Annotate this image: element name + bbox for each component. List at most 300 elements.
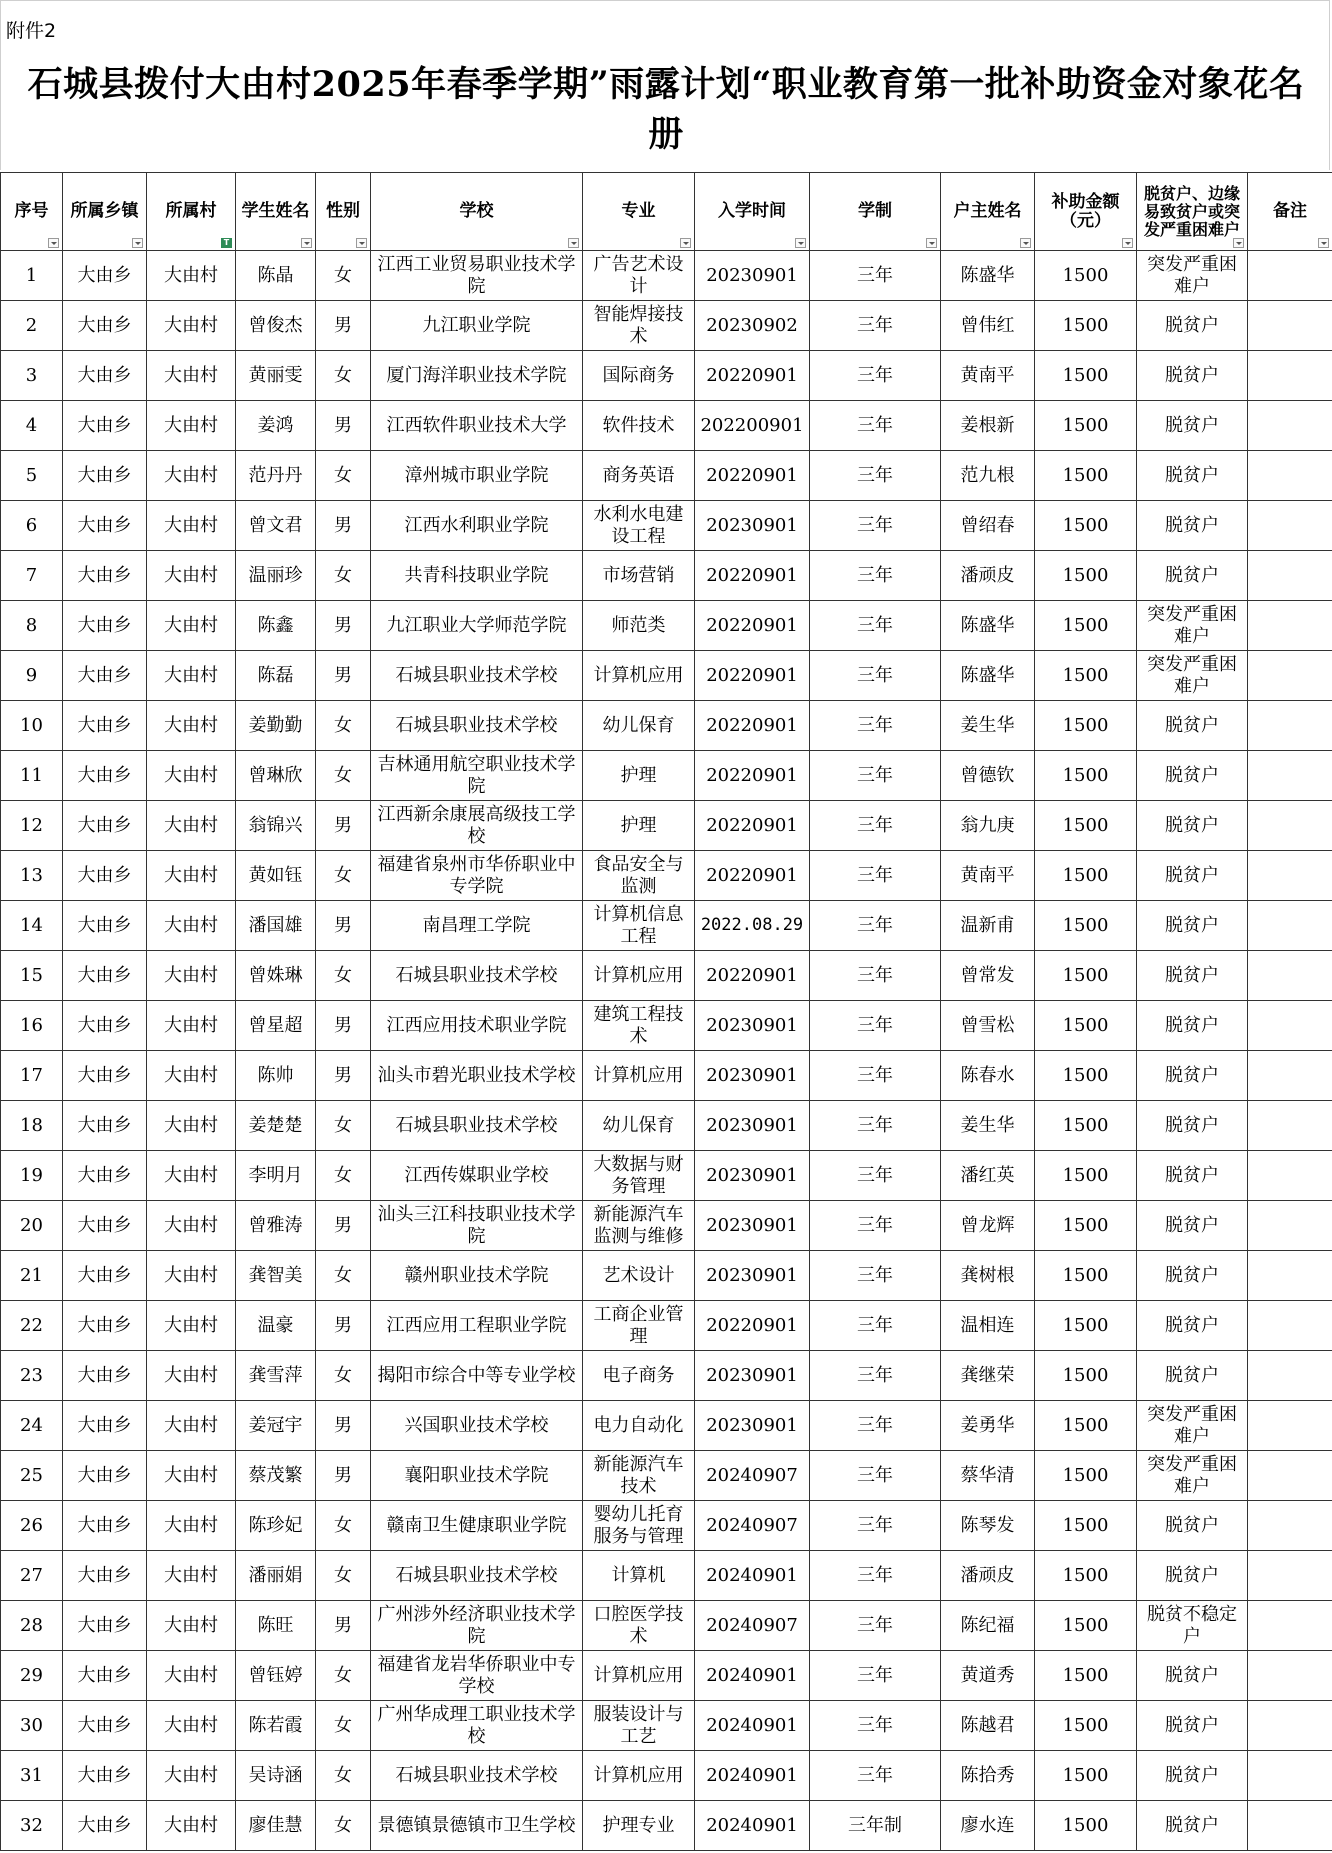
cell-enroll[interactable]: 20230901 xyxy=(695,1101,810,1151)
cell-village[interactable]: 大由村 xyxy=(147,1601,236,1651)
cell-major[interactable]: 智能焊接技术 xyxy=(583,301,695,351)
cell-major[interactable]: 艺术设计 xyxy=(583,1251,695,1301)
cell-duration[interactable]: 三年 xyxy=(810,451,941,501)
cell-duration[interactable]: 三年 xyxy=(810,901,941,951)
cell-major[interactable]: 建筑工程技术 xyxy=(583,1001,695,1051)
cell-major[interactable]: 幼儿保育 xyxy=(583,1101,695,1151)
cell-village[interactable]: 大由村 xyxy=(147,1451,236,1501)
cell-remark[interactable] xyxy=(1248,1551,1332,1601)
cell-category[interactable]: 脱贫户 xyxy=(1137,951,1248,1001)
cell-householder[interactable]: 曾常发 xyxy=(941,951,1035,1001)
cell-amount[interactable]: 1500 xyxy=(1035,651,1137,701)
cell-town[interactable]: 大由乡 xyxy=(63,1651,147,1701)
cell-village[interactable]: 大由村 xyxy=(147,451,236,501)
cell-gender[interactable]: 女 xyxy=(316,551,371,601)
cell-householder[interactable]: 翁九庚 xyxy=(941,801,1035,851)
cell-householder[interactable]: 陈越君 xyxy=(941,1701,1035,1751)
cell-duration[interactable]: 三年 xyxy=(810,401,941,451)
cell-duration[interactable]: 三年 xyxy=(810,1201,941,1251)
cell-village[interactable]: 大由村 xyxy=(147,1501,236,1551)
cell-remark[interactable] xyxy=(1248,701,1332,751)
cell-remark[interactable] xyxy=(1248,1151,1332,1201)
cell-village[interactable]: 大由村 xyxy=(147,501,236,551)
cell-seq[interactable]: 14 xyxy=(1,901,63,951)
filter-dropdown-icon[interactable] xyxy=(1318,238,1329,248)
cell-village[interactable]: 大由村 xyxy=(147,251,236,301)
cell-duration[interactable]: 三年 xyxy=(810,1051,941,1101)
cell-student[interactable]: 李明月 xyxy=(236,1151,316,1201)
cell-category[interactable]: 脱贫户 xyxy=(1137,451,1248,501)
cell-duration[interactable]: 三年 xyxy=(810,1751,941,1801)
cell-duration[interactable]: 三年 xyxy=(810,1651,941,1701)
cell-school[interactable]: 江西传媒职业学校 xyxy=(371,1151,583,1201)
cell-seq[interactable]: 11 xyxy=(1,751,63,801)
cell-seq[interactable]: 27 xyxy=(1,1551,63,1601)
filter-dropdown-icon[interactable] xyxy=(1122,238,1133,248)
cell-amount[interactable]: 1500 xyxy=(1035,1051,1137,1101)
cell-student[interactable]: 姜勤勤 xyxy=(236,701,316,751)
cell-town[interactable]: 大由乡 xyxy=(63,851,147,901)
cell-amount[interactable]: 1500 xyxy=(1035,1251,1137,1301)
cell-major[interactable]: 电子商务 xyxy=(583,1351,695,1401)
cell-gender[interactable]: 女 xyxy=(316,1251,371,1301)
cell-enroll[interactable]: 20220901 xyxy=(695,551,810,601)
cell-student[interactable]: 温丽珍 xyxy=(236,551,316,601)
filter-dropdown-icon[interactable] xyxy=(48,238,59,248)
cell-category[interactable]: 脱贫户 xyxy=(1137,401,1248,451)
cell-enroll[interactable]: 20220901 xyxy=(695,751,810,801)
cell-householder[interactable]: 陈纪福 xyxy=(941,1601,1035,1651)
cell-gender[interactable]: 女 xyxy=(316,351,371,401)
cell-enroll[interactable]: 20230901 xyxy=(695,1351,810,1401)
cell-town[interactable]: 大由乡 xyxy=(63,601,147,651)
cell-school[interactable]: 江西软件职业技术大学 xyxy=(371,401,583,451)
cell-householder[interactable]: 潘顽皮 xyxy=(941,1551,1035,1601)
cell-village[interactable]: 大由村 xyxy=(147,351,236,401)
cell-major[interactable]: 计算机应用 xyxy=(583,951,695,1001)
cell-school[interactable]: 江西新余康展高级技工学校 xyxy=(371,801,583,851)
cell-school[interactable]: 江西应用技术职业学院 xyxy=(371,1001,583,1051)
cell-village[interactable]: 大由村 xyxy=(147,801,236,851)
cell-gender[interactable]: 男 xyxy=(316,1601,371,1651)
cell-amount[interactable]: 1500 xyxy=(1035,451,1137,501)
cell-seq[interactable]: 26 xyxy=(1,1501,63,1551)
cell-householder[interactable]: 温相连 xyxy=(941,1301,1035,1351)
filter-dropdown-icon[interactable] xyxy=(132,238,143,248)
cell-village[interactable]: 大由村 xyxy=(147,1001,236,1051)
cell-amount[interactable]: 1500 xyxy=(1035,1301,1137,1351)
cell-duration[interactable]: 三年 xyxy=(810,301,941,351)
cell-school[interactable]: 石城县职业技术学校 xyxy=(371,1751,583,1801)
cell-gender[interactable]: 男 xyxy=(316,501,371,551)
cell-enroll[interactable]: 20230901 xyxy=(695,1051,810,1101)
cell-category[interactable]: 脱贫户 xyxy=(1137,1301,1248,1351)
cell-category[interactable]: 脱贫户 xyxy=(1137,1551,1248,1601)
cell-category[interactable]: 突发严重困难户 xyxy=(1137,1401,1248,1451)
cell-major[interactable]: 师范类 xyxy=(583,601,695,651)
cell-major[interactable]: 幼儿保育 xyxy=(583,701,695,751)
cell-gender[interactable]: 男 xyxy=(316,1001,371,1051)
cell-enroll[interactable]: 20220901 xyxy=(695,651,810,701)
cell-gender[interactable]: 女 xyxy=(316,1651,371,1701)
cell-householder[interactable]: 姜勇华 xyxy=(941,1401,1035,1451)
cell-remark[interactable] xyxy=(1248,751,1332,801)
cell-enroll[interactable]: 20240907 xyxy=(695,1451,810,1501)
cell-enroll[interactable]: 20230901 xyxy=(695,1151,810,1201)
cell-householder[interactable]: 陈盛华 xyxy=(941,651,1035,701)
cell-amount[interactable]: 1500 xyxy=(1035,751,1137,801)
cell-amount[interactable]: 1500 xyxy=(1035,1501,1137,1551)
cell-duration[interactable]: 三年 xyxy=(810,1001,941,1051)
cell-seq[interactable]: 15 xyxy=(1,951,63,1001)
cell-village[interactable]: 大由村 xyxy=(147,1801,236,1851)
cell-category[interactable]: 脱贫户 xyxy=(1137,1001,1248,1051)
cell-major[interactable]: 食品安全与监测 xyxy=(583,851,695,901)
cell-householder[interactable]: 曾德钦 xyxy=(941,751,1035,801)
cell-category[interactable]: 脱贫户 xyxy=(1137,1201,1248,1251)
cell-householder[interactable]: 黄南平 xyxy=(941,851,1035,901)
cell-remark[interactable] xyxy=(1248,1701,1332,1751)
cell-category[interactable]: 脱贫不稳定户 xyxy=(1137,1601,1248,1651)
cell-householder[interactable]: 龚树根 xyxy=(941,1251,1035,1301)
cell-householder[interactable]: 廖水连 xyxy=(941,1801,1035,1851)
cell-seq[interactable]: 1 xyxy=(1,251,63,301)
cell-remark[interactable] xyxy=(1248,1651,1332,1701)
cell-village[interactable]: 大由村 xyxy=(147,1351,236,1401)
cell-gender[interactable]: 女 xyxy=(316,1551,371,1601)
cell-gender[interactable]: 男 xyxy=(316,1401,371,1451)
cell-gender[interactable]: 女 xyxy=(316,1151,371,1201)
cell-town[interactable]: 大由乡 xyxy=(63,1301,147,1351)
filter-active-icon[interactable] xyxy=(221,238,232,248)
cell-householder[interactable]: 姜生华 xyxy=(941,701,1035,751)
cell-duration[interactable]: 三年 xyxy=(810,1501,941,1551)
cell-village[interactable]: 大由村 xyxy=(147,401,236,451)
cell-major[interactable]: 计算机应用 xyxy=(583,1751,695,1801)
cell-student[interactable]: 吴诗涵 xyxy=(236,1751,316,1801)
cell-village[interactable]: 大由村 xyxy=(147,951,236,1001)
cell-school[interactable]: 石城县职业技术学校 xyxy=(371,1101,583,1151)
cell-village[interactable]: 大由村 xyxy=(147,1301,236,1351)
cell-seq[interactable]: 12 xyxy=(1,801,63,851)
cell-town[interactable]: 大由乡 xyxy=(63,1251,147,1301)
cell-remark[interactable] xyxy=(1248,601,1332,651)
cell-enroll[interactable]: 20240907 xyxy=(695,1601,810,1651)
cell-school[interactable]: 共青科技职业学院 xyxy=(371,551,583,601)
cell-remark[interactable] xyxy=(1248,1501,1332,1551)
cell-duration[interactable]: 三年 xyxy=(810,651,941,701)
cell-duration[interactable]: 三年 xyxy=(810,751,941,801)
cell-remark[interactable] xyxy=(1248,301,1332,351)
cell-amount[interactable]: 1500 xyxy=(1035,701,1137,751)
cell-village[interactable]: 大由村 xyxy=(147,1101,236,1151)
cell-student[interactable]: 潘丽娟 xyxy=(236,1551,316,1601)
cell-duration[interactable]: 三年 xyxy=(810,701,941,751)
cell-major[interactable]: 新能源汽车监测与维修 xyxy=(583,1201,695,1251)
cell-town[interactable]: 大由乡 xyxy=(63,1051,147,1101)
cell-enroll[interactable]: 20230901 xyxy=(695,1201,810,1251)
cell-school[interactable]: 襄阳职业技术学院 xyxy=(371,1451,583,1501)
cell-enroll[interactable]: 20240901 xyxy=(695,1751,810,1801)
cell-enroll[interactable]: 20240907 xyxy=(695,1501,810,1551)
cell-category[interactable]: 脱贫户 xyxy=(1137,1051,1248,1101)
cell-enroll[interactable]: 20240901 xyxy=(695,1651,810,1701)
cell-category[interactable]: 脱贫户 xyxy=(1137,1651,1248,1701)
cell-major[interactable]: 护理 xyxy=(583,751,695,801)
cell-householder[interactable]: 姜生华 xyxy=(941,1101,1035,1151)
cell-enroll[interactable]: 2022.08.29 xyxy=(695,901,810,951)
cell-school[interactable]: 吉林通用航空职业技术学院 xyxy=(371,751,583,801)
cell-category[interactable]: 脱贫户 xyxy=(1137,1501,1248,1551)
cell-village[interactable]: 大由村 xyxy=(147,751,236,801)
cell-school[interactable]: 厦门海洋职业技术学院 xyxy=(371,351,583,401)
cell-enroll[interactable]: 20230901 xyxy=(695,1251,810,1301)
cell-major[interactable]: 电力自动化 xyxy=(583,1401,695,1451)
cell-student[interactable]: 龚智美 xyxy=(236,1251,316,1301)
cell-enroll[interactable]: 20220901 xyxy=(695,601,810,651)
cell-remark[interactable] xyxy=(1248,1751,1332,1801)
cell-duration[interactable]: 三年 xyxy=(810,501,941,551)
cell-gender[interactable]: 男 xyxy=(316,801,371,851)
cell-amount[interactable]: 1500 xyxy=(1035,1601,1137,1651)
filter-dropdown-icon[interactable] xyxy=(356,238,367,248)
cell-amount[interactable]: 1500 xyxy=(1035,1401,1137,1451)
cell-student[interactable]: 陈旺 xyxy=(236,1601,316,1651)
cell-school[interactable]: 兴国职业技术学校 xyxy=(371,1401,583,1451)
cell-gender[interactable]: 女 xyxy=(316,851,371,901)
cell-householder[interactable]: 龚继荣 xyxy=(941,1351,1035,1401)
cell-gender[interactable]: 女 xyxy=(316,1701,371,1751)
cell-seq[interactable]: 19 xyxy=(1,1151,63,1201)
cell-town[interactable]: 大由乡 xyxy=(63,751,147,801)
cell-school[interactable]: 汕头市碧光职业技术学校 xyxy=(371,1051,583,1101)
cell-school[interactable]: 景德镇景德镇市卫生学校 xyxy=(371,1801,583,1851)
cell-householder[interactable]: 潘红英 xyxy=(941,1151,1035,1201)
cell-village[interactable]: 大由村 xyxy=(147,701,236,751)
cell-village[interactable]: 大由村 xyxy=(147,1051,236,1101)
cell-category[interactable]: 突发严重困难户 xyxy=(1137,251,1248,301)
cell-major[interactable]: 新能源汽车技术 xyxy=(583,1451,695,1501)
cell-duration[interactable]: 三年 xyxy=(810,801,941,851)
cell-school[interactable]: 广州华成理工职业技术学校 xyxy=(371,1701,583,1751)
cell-amount[interactable]: 1500 xyxy=(1035,401,1137,451)
cell-school[interactable]: 石城县职业技术学校 xyxy=(371,701,583,751)
cell-gender[interactable]: 男 xyxy=(316,1051,371,1101)
cell-seq[interactable]: 24 xyxy=(1,1401,63,1451)
cell-enroll[interactable]: 20220901 xyxy=(695,1301,810,1351)
cell-student[interactable]: 姜冠宇 xyxy=(236,1401,316,1451)
filter-dropdown-icon[interactable] xyxy=(301,238,312,248)
cell-category[interactable]: 脱贫户 xyxy=(1137,801,1248,851)
cell-enroll[interactable]: 20230902 xyxy=(695,301,810,351)
cell-major[interactable]: 婴幼儿托育服务与管理 xyxy=(583,1501,695,1551)
filter-dropdown-icon[interactable] xyxy=(926,238,937,248)
cell-gender[interactable]: 女 xyxy=(316,701,371,751)
cell-major[interactable]: 计算机应用 xyxy=(583,651,695,701)
cell-school[interactable]: 南昌理工学院 xyxy=(371,901,583,951)
cell-amount[interactable]: 1500 xyxy=(1035,601,1137,651)
cell-student[interactable]: 龚雪萍 xyxy=(236,1351,316,1401)
cell-student[interactable]: 姜楚楚 xyxy=(236,1101,316,1151)
cell-householder[interactable]: 陈拾秀 xyxy=(941,1751,1035,1801)
cell-school[interactable]: 九江职业学院 xyxy=(371,301,583,351)
cell-enroll[interactable]: 20230901 xyxy=(695,501,810,551)
cell-remark[interactable] xyxy=(1248,1801,1332,1851)
cell-student[interactable]: 陈珍妃 xyxy=(236,1501,316,1551)
cell-student[interactable]: 曾俊杰 xyxy=(236,301,316,351)
cell-town[interactable]: 大由乡 xyxy=(63,251,147,301)
cell-town[interactable]: 大由乡 xyxy=(63,901,147,951)
cell-remark[interactable] xyxy=(1248,1351,1332,1401)
cell-school[interactable]: 九江职业大学师范学院 xyxy=(371,601,583,651)
cell-seq[interactable]: 31 xyxy=(1,1751,63,1801)
cell-householder[interactable]: 潘顽皮 xyxy=(941,551,1035,601)
cell-gender[interactable]: 女 xyxy=(316,1801,371,1851)
cell-village[interactable]: 大由村 xyxy=(147,551,236,601)
cell-category[interactable]: 脱贫户 xyxy=(1137,1801,1248,1851)
cell-gender[interactable]: 女 xyxy=(316,251,371,301)
cell-seq[interactable]: 23 xyxy=(1,1351,63,1401)
cell-amount[interactable]: 1500 xyxy=(1035,1451,1137,1501)
cell-major[interactable]: 服装设计与工艺 xyxy=(583,1701,695,1751)
filter-dropdown-icon[interactable] xyxy=(1020,238,1031,248)
cell-amount[interactable]: 1500 xyxy=(1035,1151,1137,1201)
cell-student[interactable]: 曾文君 xyxy=(236,501,316,551)
cell-duration[interactable]: 三年 xyxy=(810,1401,941,1451)
cell-seq[interactable]: 20 xyxy=(1,1201,63,1251)
cell-amount[interactable]: 1500 xyxy=(1035,351,1137,401)
cell-town[interactable]: 大由乡 xyxy=(63,801,147,851)
cell-remark[interactable] xyxy=(1248,1601,1332,1651)
cell-school[interactable]: 赣州职业技术学院 xyxy=(371,1251,583,1301)
cell-householder[interactable]: 曾绍春 xyxy=(941,501,1035,551)
cell-category[interactable]: 脱贫户 xyxy=(1137,1351,1248,1401)
cell-student[interactable]: 温豪 xyxy=(236,1301,316,1351)
cell-amount[interactable]: 1500 xyxy=(1035,901,1137,951)
cell-remark[interactable] xyxy=(1248,401,1332,451)
cell-village[interactable]: 大由村 xyxy=(147,1251,236,1301)
cell-town[interactable]: 大由乡 xyxy=(63,951,147,1001)
cell-seq[interactable]: 17 xyxy=(1,1051,63,1101)
filter-dropdown-icon[interactable] xyxy=(795,238,806,248)
cell-amount[interactable]: 1500 xyxy=(1035,1701,1137,1751)
cell-town[interactable]: 大由乡 xyxy=(63,1751,147,1801)
cell-village[interactable]: 大由村 xyxy=(147,1751,236,1801)
cell-major[interactable]: 水利水电建设工程 xyxy=(583,501,695,551)
cell-householder[interactable]: 陈盛华 xyxy=(941,601,1035,651)
cell-remark[interactable] xyxy=(1248,951,1332,1001)
cell-category[interactable]: 突发严重困难户 xyxy=(1137,1451,1248,1501)
cell-gender[interactable]: 女 xyxy=(316,1101,371,1151)
cell-duration[interactable]: 三年 xyxy=(810,851,941,901)
cell-amount[interactable]: 1500 xyxy=(1035,1351,1137,1401)
cell-gender[interactable]: 男 xyxy=(316,1451,371,1501)
cell-enroll[interactable]: 20240901 xyxy=(695,1551,810,1601)
cell-seq[interactable]: 10 xyxy=(1,701,63,751)
cell-student[interactable]: 黄如钰 xyxy=(236,851,316,901)
cell-amount[interactable]: 1500 xyxy=(1035,551,1137,601)
cell-village[interactable]: 大由村 xyxy=(147,301,236,351)
cell-householder[interactable]: 黄道秀 xyxy=(941,1651,1035,1701)
cell-major[interactable]: 口腔医学技术 xyxy=(583,1601,695,1651)
cell-seq[interactable]: 29 xyxy=(1,1651,63,1701)
cell-remark[interactable] xyxy=(1248,251,1332,301)
cell-gender[interactable]: 女 xyxy=(316,451,371,501)
cell-remark[interactable] xyxy=(1248,501,1332,551)
cell-seq[interactable]: 5 xyxy=(1,451,63,501)
cell-householder[interactable]: 黄南平 xyxy=(941,351,1035,401)
cell-category[interactable]: 脱贫户 xyxy=(1137,501,1248,551)
cell-gender[interactable]: 女 xyxy=(316,1351,371,1401)
filter-dropdown-icon[interactable] xyxy=(568,238,579,248)
cell-remark[interactable] xyxy=(1248,551,1332,601)
cell-gender[interactable]: 男 xyxy=(316,901,371,951)
cell-gender[interactable]: 女 xyxy=(316,751,371,801)
cell-enroll[interactable]: 20230901 xyxy=(695,1401,810,1451)
cell-category[interactable]: 脱贫户 xyxy=(1137,1251,1248,1301)
cell-village[interactable]: 大由村 xyxy=(147,1401,236,1451)
cell-town[interactable]: 大由乡 xyxy=(63,1101,147,1151)
cell-student[interactable]: 黄丽雯 xyxy=(236,351,316,401)
cell-remark[interactable] xyxy=(1248,1451,1332,1501)
cell-duration[interactable]: 三年 xyxy=(810,1551,941,1601)
cell-duration[interactable]: 三年 xyxy=(810,1251,941,1301)
cell-major[interactable]: 护理专业 xyxy=(583,1801,695,1851)
cell-seq[interactable]: 30 xyxy=(1,1701,63,1751)
cell-remark[interactable] xyxy=(1248,1201,1332,1251)
cell-duration[interactable]: 三年 xyxy=(810,351,941,401)
cell-duration[interactable]: 三年 xyxy=(810,1351,941,1401)
cell-householder[interactable]: 范九根 xyxy=(941,451,1035,501)
cell-seq[interactable]: 4 xyxy=(1,401,63,451)
cell-category[interactable]: 脱贫户 xyxy=(1137,701,1248,751)
cell-student[interactable]: 翁锦兴 xyxy=(236,801,316,851)
cell-category[interactable]: 脱贫户 xyxy=(1137,351,1248,401)
cell-remark[interactable] xyxy=(1248,651,1332,701)
cell-school[interactable]: 石城县职业技术学校 xyxy=(371,951,583,1001)
cell-student[interactable]: 陈帅 xyxy=(236,1051,316,1101)
cell-town[interactable]: 大由乡 xyxy=(63,1551,147,1601)
cell-village[interactable]: 大由村 xyxy=(147,851,236,901)
cell-category[interactable]: 突发严重困难户 xyxy=(1137,651,1248,701)
cell-town[interactable]: 大由乡 xyxy=(63,1451,147,1501)
cell-seq[interactable]: 25 xyxy=(1,1451,63,1501)
cell-seq[interactable]: 3 xyxy=(1,351,63,401)
cell-enroll[interactable]: 202200901 xyxy=(695,401,810,451)
cell-student[interactable]: 潘国雄 xyxy=(236,901,316,951)
cell-village[interactable]: 大由村 xyxy=(147,1151,236,1201)
cell-householder[interactable]: 曾雪松 xyxy=(941,1001,1035,1051)
cell-enroll[interactable]: 20220901 xyxy=(695,451,810,501)
cell-remark[interactable] xyxy=(1248,1301,1332,1351)
filter-dropdown-icon[interactable] xyxy=(680,238,691,248)
cell-duration[interactable]: 三年 xyxy=(810,551,941,601)
cell-gender[interactable]: 男 xyxy=(316,1301,371,1351)
cell-category[interactable]: 脱贫户 xyxy=(1137,901,1248,951)
cell-gender[interactable]: 男 xyxy=(316,651,371,701)
cell-remark[interactable] xyxy=(1248,801,1332,851)
cell-gender[interactable]: 男 xyxy=(316,601,371,651)
cell-major[interactable]: 市场营销 xyxy=(583,551,695,601)
cell-gender[interactable]: 女 xyxy=(316,1751,371,1801)
cell-town[interactable]: 大由乡 xyxy=(63,551,147,601)
cell-school[interactable]: 石城县职业技术学校 xyxy=(371,651,583,701)
filter-dropdown-icon[interactable] xyxy=(1233,238,1244,248)
cell-remark[interactable] xyxy=(1248,901,1332,951)
cell-category[interactable]: 脱贫户 xyxy=(1137,851,1248,901)
cell-student[interactable]: 曾琳欣 xyxy=(236,751,316,801)
cell-town[interactable]: 大由乡 xyxy=(63,351,147,401)
